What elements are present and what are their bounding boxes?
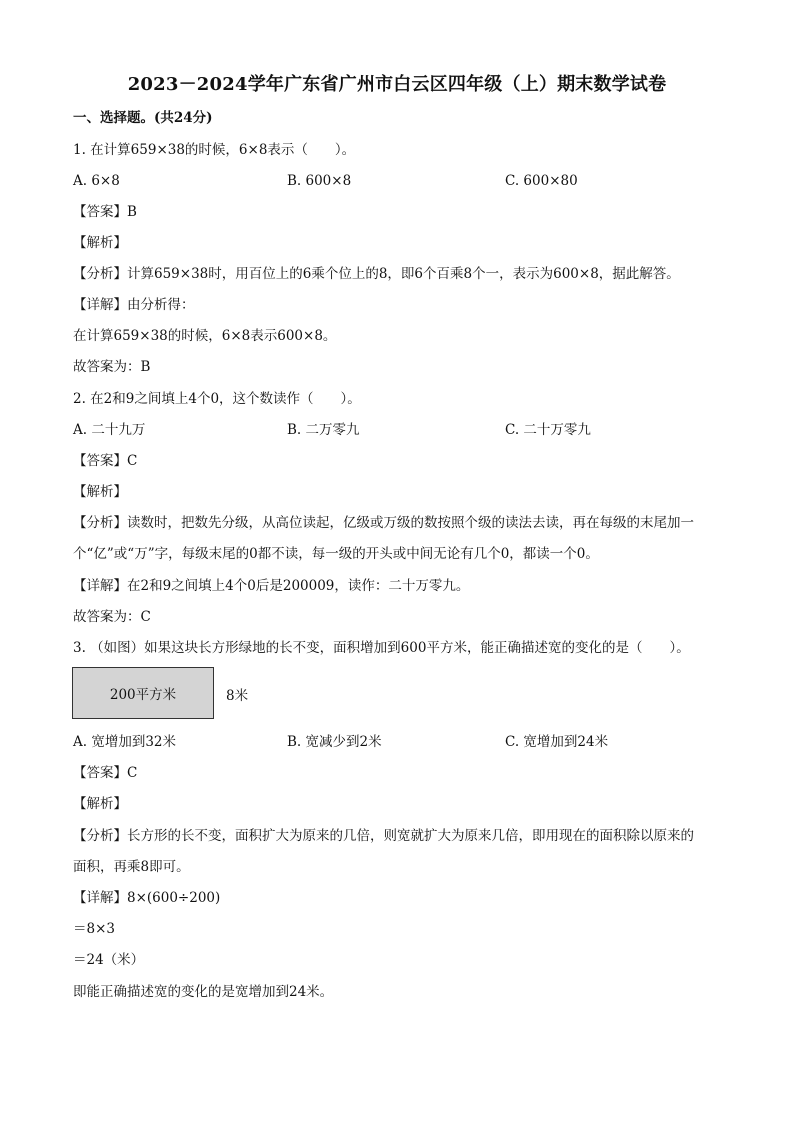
q1-conclusion: 故答案为：B xyxy=(73,359,151,375)
q1-option-a: A. 6×8 xyxy=(73,173,120,189)
q2-option-c: C. 二十万零九 xyxy=(505,422,591,438)
q1-fenxi: 【分析】计算659×38时，用百位上的6乘个位上的8，即6个百乘8个一，表示为600×8，据此解答。 xyxy=(73,266,680,282)
q2-xiangjie: 【详解】在2和9之间填上4个0后是200009，读作：二十万零九。 xyxy=(73,578,470,594)
q3-option-c: C. 宽增加到24米 xyxy=(505,734,609,750)
q2-conclusion: 故答案为：C xyxy=(73,609,151,625)
q1-stem: 1. 在计算659×38的时候，6×8表示（ ）。 xyxy=(73,142,356,158)
q3-step1: 【详解】8×(600÷200) xyxy=(73,890,221,906)
q1-xiangjie: 【详解】由分析得： xyxy=(73,297,195,313)
q1-analysis-tag: 【解析】 xyxy=(73,235,127,251)
rectangle-side-label: 8米 xyxy=(226,688,249,704)
q2-option-a: A. 二十九万 xyxy=(73,422,146,438)
q3-step2: ＝8×3 xyxy=(73,921,115,937)
q3-option-a: A. 宽增加到32米 xyxy=(73,734,177,750)
q3-analysis-tag: 【解析】 xyxy=(73,796,127,812)
rectangle-figure xyxy=(72,667,214,719)
q1-option-b: B. 600×8 xyxy=(287,173,352,189)
q2-option-b: B. 二万零九 xyxy=(287,422,360,438)
q2-fenxi-line2: 个“亿”或“万”字，每级末尾的0都不读，每一级的开头或中间无论有几个0，都读一个0。 xyxy=(73,546,599,562)
q3-option-b: B. 宽减少到2米 xyxy=(287,734,382,750)
section-heading: 一、选择题。(共24分) xyxy=(73,110,213,126)
q3-fenxi-line2: 面积，再乘8即可。 xyxy=(73,859,190,875)
rectangle-area-label: 200平方米 xyxy=(109,687,177,703)
q2-fenxi-line1: 【分析】读数时，把数先分级，从高位读起，亿级或万级的数按照个级的读法去读，再在每级的末尾加一 xyxy=(73,515,694,531)
q3-conclusion: 即能正确描述宽的变化的是宽增加到24米。 xyxy=(73,984,334,1000)
q3-fenxi-line1: 【分析】长方形的长不变，面积扩大为原来的几倍，则宽就扩大为原来几倍，即用现在的面积除以原来的 xyxy=(73,828,694,844)
q2-stem: 2. 在2和9之间填上4个0，这个数读作（ ）。 xyxy=(73,391,361,407)
q3-answer: 【答案】C xyxy=(73,765,138,781)
q3-stem: 3. （如图）如果这块长方形绿地的长不变，面积增加到600平方米，能正确描述宽的变化的是（ ）。 xyxy=(73,640,690,656)
q2-analysis-tag: 【解析】 xyxy=(73,484,127,500)
page-title: 2023－2024学年广东省广州市白云区四年级（上）期末数学试卷 xyxy=(127,74,667,95)
q1-option-c: C. 600×80 xyxy=(505,173,578,189)
q3-step3: ＝24（米） xyxy=(73,952,145,968)
q2-answer: 【答案】C xyxy=(73,453,138,469)
q1-detail: 在计算659×38的时候，6×8表示600×8。 xyxy=(73,328,337,344)
q1-answer: 【答案】B xyxy=(73,204,137,220)
